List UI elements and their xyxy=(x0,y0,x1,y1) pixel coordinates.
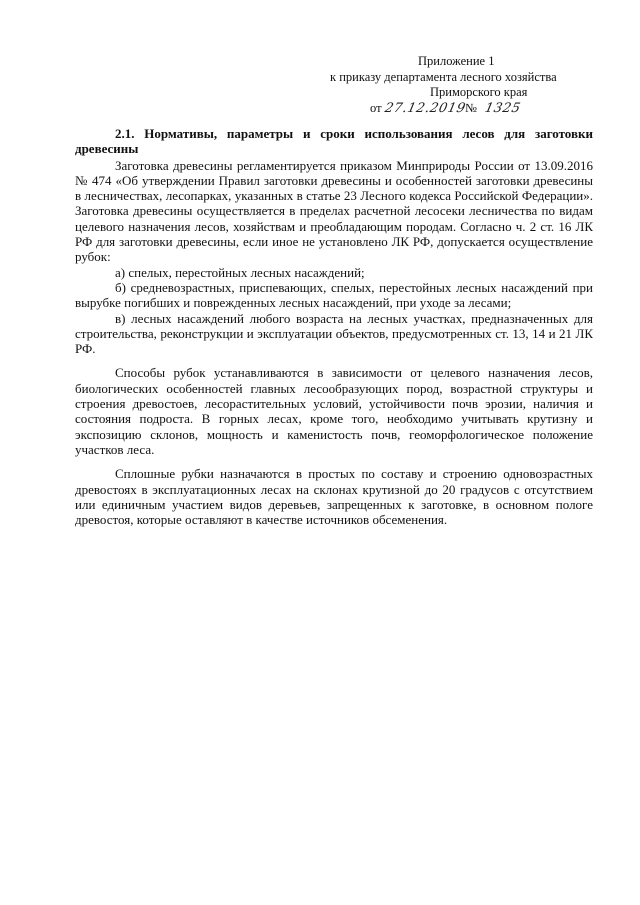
appendix-order-line: к приказу департамента лесного хозяйства xyxy=(330,69,557,84)
number-sign: № xyxy=(465,100,477,115)
paragraph-methods: Способы рубок устанавливаются в зависимости от целевого назначения лесов, биологических особенностей главных лесообразующих пород, возрастной структуры и строения древостоев, лесорастительных условий, устойчивости почв эрозии, наличия и состояния подроста. В горных лесах, кроме того, необходимо учитывать крутизну и экспозицию склонов, мощность и каменистость почв, геоморфологическое положение участков леса. xyxy=(75,365,593,457)
section-heading: 2.1. Нормативы, параметры и сроки использования лесов для заготовки древесины xyxy=(75,126,593,157)
paragraph-clearcut: Сплошные рубки назначаются в простых по составу и строению одновозрастных древостоях в эксплуатационных лесах на склонах крутизной до 20 градусов с отсутствием или единичным участием видов деревьев, запрещенных к заготовке, в основном пологе древостоя, которые оставляют в качестве источников обсеменения. xyxy=(75,466,593,528)
list-item-a: а) спелых, перестойных лесных насаждений; xyxy=(115,264,365,280)
section-body xyxy=(75,126,593,527)
date-prefix: от xyxy=(370,100,382,115)
appendix-date-line xyxy=(330,101,590,117)
paragraph-intro: Заготовка древесины регламентируется приказом Минприроды России от 13.09.2016 № 474 «Об утверждении Правил заготовки древесины и особенностей заготовки древесины в лесничествах, лесопарках, указанных в статье 23 Лесного кодекса Российской Федерации». Заготовка древесины осуществляется в пределах расчетной лесосеки лесничества по видам целевого назначения лесов, хозяйствам и преобладающим породам. Согласно ч. 2 ст. 16 ЛК РФ для заготовки древесины, если иное не установлено ЛК РФ, допускается осуществление рубок: xyxy=(75,157,593,265)
handwritten-number: 1325 xyxy=(483,100,523,116)
list-item-c: в) лесных насаждений любого возраста на лесных участках, предназначенных для строительства, реконструкции и эксплуатации объектов, предусмотренных ст. 13, 14 и 21 ЛК РФ. xyxy=(75,310,593,357)
appendix-title: Приложение 1 xyxy=(418,54,495,68)
appendix-region-line: Приморского края xyxy=(430,85,528,99)
appendix-block xyxy=(330,54,590,116)
handwritten-date: 27.12.2019 xyxy=(383,100,467,116)
list-item-b: б) средневозрастных, приспевающих, спелых, перестойных лесных насаждений при вырубке погибших и поврежденных лесных насаждений, при уходе за лесами; xyxy=(75,279,593,311)
